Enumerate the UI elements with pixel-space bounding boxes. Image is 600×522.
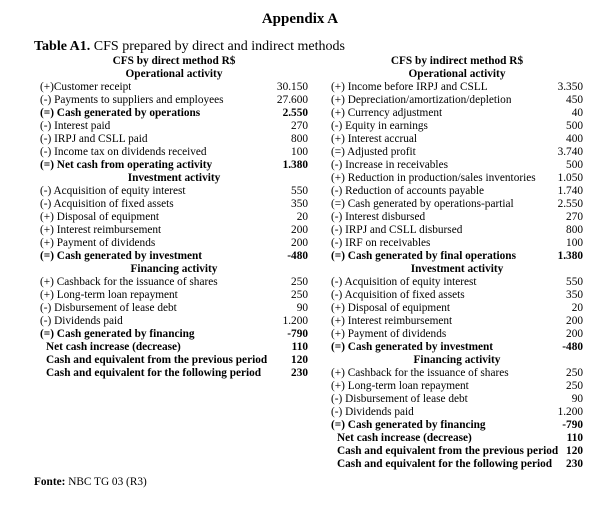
appendix-heading: Appendix A — [261, 11, 339, 27]
table-row — [40, 276, 308, 289]
row-value: 27.600 — [276, 94, 308, 106]
table-row — [331, 94, 583, 107]
table-row — [40, 133, 308, 146]
table-row — [331, 185, 583, 198]
row-value: 250 — [566, 367, 583, 379]
row-label: (-) Disbursement of lease debt — [40, 302, 177, 314]
table-row — [331, 107, 583, 120]
row-label: (-) Income tax on dividends received — [40, 146, 207, 158]
row-value: 3.350 — [557, 81, 583, 93]
row-label: (+) Interest reimbursement — [40, 224, 162, 236]
table-row — [331, 81, 583, 94]
direct-method-title: CFS by direct method R$ — [112, 55, 236, 67]
row-label: (-) Increase in receivables — [331, 159, 448, 171]
row-label: (+) Reduction in production/sales inventories — [331, 172, 536, 184]
table-row — [40, 81, 308, 94]
source-note — [34, 476, 147, 488]
row-value: 350 — [566, 289, 583, 301]
row-label: Net cash increase (decrease) — [46, 341, 181, 353]
row-value: 100 — [566, 237, 583, 249]
row-label: (+) Payment of dividends — [40, 237, 156, 249]
section-header: Investment activity — [127, 172, 221, 184]
table-row — [331, 341, 583, 354]
row-value: 550 — [566, 276, 583, 288]
table-row — [331, 133, 583, 146]
table-row — [40, 198, 308, 211]
table-row — [331, 432, 583, 445]
row-label: (+) Long-term loan repayment — [40, 289, 178, 301]
table-row — [331, 328, 583, 341]
row-label: (-) Reduction of accounts payable — [331, 185, 485, 197]
row-value: 200 — [566, 315, 583, 327]
table-row — [331, 458, 583, 471]
row-value: -480 — [287, 250, 308, 262]
row-label: (-) IRPJ and CSLL paid — [40, 133, 148, 145]
table-row — [40, 328, 308, 341]
source-label: Fonte: — [34, 476, 66, 488]
table-row — [331, 380, 583, 393]
row-label: (-) Acquisition of fixed assets — [40, 198, 174, 210]
table-row — [40, 289, 308, 302]
row-value: 1.050 — [557, 172, 583, 184]
row-value: 2.550 — [282, 107, 308, 119]
row-label: (-) Equity in earnings — [331, 120, 428, 132]
row-label: (+) Disposal of equipment — [40, 211, 160, 223]
section-header: Operational activity — [125, 68, 223, 80]
row-value: 100 — [291, 146, 308, 158]
row-label: (+) Currency adjustment — [331, 107, 443, 119]
row-value: 110 — [566, 432, 583, 444]
table-row — [331, 224, 583, 237]
row-value: 250 — [291, 289, 308, 301]
table-row — [331, 146, 583, 159]
row-label: (+) Interest accrual — [331, 133, 418, 145]
row-label: Cash and equivalent from the previous period — [46, 354, 268, 366]
row-label: (=) Adjusted profit — [331, 146, 416, 158]
table-row — [40, 367, 308, 380]
table-row — [331, 393, 583, 406]
table-row — [331, 237, 583, 250]
row-value: 550 — [291, 185, 308, 197]
row-value: 1.380 — [557, 250, 583, 262]
row-value: 200 — [291, 224, 308, 236]
row-value: 200 — [566, 328, 583, 340]
table-caption-text: CFS prepared by direct and indirect methods — [90, 39, 345, 54]
row-value: 800 — [566, 224, 583, 236]
row-label: (-) Dividends paid — [40, 315, 123, 327]
row-value: 90 — [296, 302, 308, 314]
row-label: (=) Cash generated by financing — [40, 328, 195, 340]
row-label: (-) Acquisition of equity interest — [40, 185, 186, 197]
table-row — [331, 315, 583, 328]
row-label: (-) IRPJ and CSLL disbursed — [331, 224, 463, 236]
table-row — [331, 406, 583, 419]
row-label: (+) Depreciation/amortization/depletion — [331, 94, 512, 106]
table-row — [40, 107, 308, 120]
row-value: 230 — [291, 367, 308, 379]
row-label: (+) Cashback for the issuance of shares — [331, 367, 509, 379]
row-label: (-) Interest disbursed — [331, 211, 426, 223]
row-label: (+) Income before IRPJ and CSLL — [331, 81, 488, 93]
row-label: (-) Payments to suppliers and employees — [40, 94, 224, 106]
section-header: Financing activity — [130, 263, 218, 275]
row-label: (=) Cash generated by operations-partial — [331, 198, 514, 210]
row-value: 3.740 — [557, 146, 583, 158]
row-value: 270 — [566, 211, 583, 223]
row-value: 2.550 — [557, 198, 583, 210]
row-value: 270 — [291, 120, 308, 132]
table-row — [331, 419, 583, 432]
row-value: 350 — [291, 198, 308, 210]
table-row — [331, 198, 583, 211]
row-value: 500 — [566, 159, 583, 171]
table-row — [40, 94, 308, 107]
table-row — [40, 237, 308, 250]
row-label: (=) Cash generated by financing — [331, 419, 486, 431]
row-value: 90 — [571, 393, 583, 405]
table-row — [40, 354, 308, 367]
table-row — [40, 224, 308, 237]
table-row — [331, 211, 583, 224]
section-header: Operational activity — [408, 68, 506, 80]
row-label: Cash and equivalent from the previous period — [337, 445, 559, 457]
row-label: (=) Net cash from operating activity — [40, 159, 213, 171]
table-row — [40, 341, 308, 354]
row-value: 1.380 — [282, 159, 308, 171]
table-row — [331, 159, 583, 172]
indirect-method-title: CFS by indirect method R$ — [390, 55, 524, 67]
row-value: 200 — [291, 237, 308, 249]
row-label: Cash and equivalent for the following period — [337, 458, 553, 470]
table-row — [40, 120, 308, 133]
table-row — [331, 445, 583, 458]
direct-method-column — [40, 55, 308, 380]
row-value: 120 — [566, 445, 583, 457]
row-label: Net cash increase (decrease) — [337, 432, 472, 444]
table-row — [331, 250, 583, 263]
row-value: -480 — [562, 341, 583, 353]
row-label: (-) Dividends paid — [331, 406, 414, 418]
table-row — [331, 172, 583, 185]
table-row — [331, 367, 583, 380]
indirect-method-column — [331, 55, 583, 471]
table-caption-label: Table A1. — [34, 39, 91, 54]
row-value: -790 — [287, 328, 308, 340]
row-value: -790 — [562, 419, 583, 431]
row-value: 20 — [571, 302, 583, 314]
table-row — [40, 211, 308, 224]
table-caption — [34, 39, 345, 55]
section-header: Financing activity — [413, 354, 501, 366]
row-value: 450 — [566, 94, 583, 106]
source-text: NBC TG 03 (R3) — [65, 476, 147, 488]
row-value: 250 — [291, 276, 308, 288]
row-value: 20 — [296, 211, 308, 223]
row-label: (=) Cash generated by investment — [331, 341, 494, 353]
row-value: 500 — [566, 120, 583, 132]
row-label: (+) Long-term loan repayment — [331, 380, 469, 392]
table-row — [40, 315, 308, 328]
table-row — [40, 185, 308, 198]
row-label: (=) Cash generated by operations — [40, 107, 201, 119]
table-row — [40, 146, 308, 159]
row-label: (-) IRF on receivables — [331, 237, 431, 249]
table-row — [40, 302, 308, 315]
row-value: 120 — [291, 354, 308, 366]
row-label: (=) Cash generated by investment — [40, 250, 203, 262]
row-label: (=) Cash generated by final operations — [331, 250, 516, 262]
table-row — [331, 276, 583, 289]
row-value: 1.200 — [282, 315, 308, 327]
row-value: 230 — [566, 458, 583, 470]
row-label: (-) Disbursement of lease debt — [331, 393, 468, 405]
row-value: 1.200 — [557, 406, 583, 418]
row-label: (+)Customer receipt — [40, 81, 132, 93]
row-value: 30.150 — [276, 81, 308, 93]
table-row — [40, 159, 308, 172]
row-label: (+) Payment of dividends — [331, 328, 447, 340]
row-label: Cash and equivalent for the following period — [46, 367, 262, 379]
row-label: (+) Cashback for the issuance of shares — [40, 276, 218, 288]
row-value: 110 — [291, 341, 308, 353]
table-row — [331, 289, 583, 302]
row-value: 250 — [566, 380, 583, 392]
row-label: (+) Disposal of equipment — [331, 302, 451, 314]
row-label: (-) Acquisition of equity interest — [331, 276, 477, 288]
row-value: 800 — [291, 133, 308, 145]
row-label: (+) Interest reimbursement — [331, 315, 453, 327]
table-row — [40, 250, 308, 263]
row-label: (-) Acquisition of fixed assets — [331, 289, 465, 301]
table-row — [331, 120, 583, 133]
row-label: (-) Interest paid — [40, 120, 111, 132]
table-row — [331, 302, 583, 315]
section-header: Investment activity — [410, 263, 504, 275]
row-value: 40 — [571, 107, 583, 119]
row-value: 1.740 — [557, 185, 583, 197]
row-value: 400 — [566, 133, 583, 145]
